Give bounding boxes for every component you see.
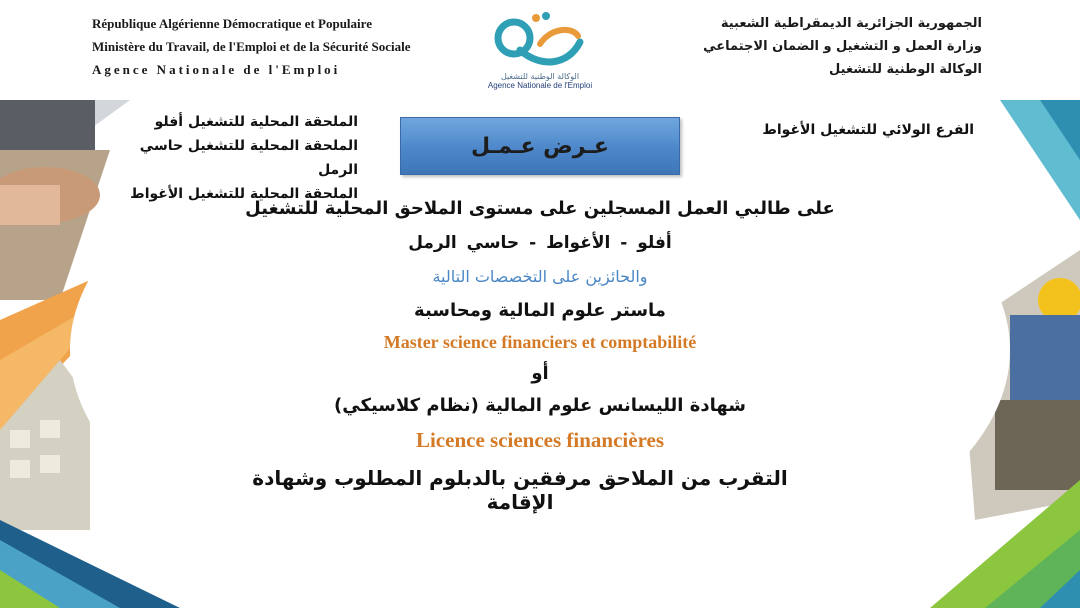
banner-title: عـرض عـمـل bbox=[471, 133, 609, 159]
logo-caption-fr: Agence Nationale de l'Emploi bbox=[487, 81, 593, 90]
local-office-aflou: الملحقة المحلية للتشغيل أفلو bbox=[154, 114, 358, 130]
local-offices-list bbox=[98, 110, 358, 206]
header-ar-line-2: وزارة العمل و التشغيل و الضمان الاجتماعي bbox=[703, 39, 982, 54]
provincial-branch: الفرع الولائي للتشغيل الأغواط bbox=[762, 122, 974, 138]
body-line-1: على طالبي العمل المسجلين على مستوى الملاحق المحلية للتشغيل bbox=[245, 198, 835, 219]
header-ar-line-3: الوكالة الوطنية للتشغيل bbox=[829, 62, 982, 77]
anem-logo bbox=[470, 8, 610, 100]
specialty-licence-ar: شهادة الليسانس علوم المالية (نظام كلاسيكي) bbox=[334, 395, 746, 416]
header-fr-line-2: Ministère du Travail, de l'Emploi et de la Sécurité Sociale bbox=[92, 39, 411, 54]
logo-caption-ar: الوكالة الوطنية للتشغيل bbox=[500, 72, 580, 81]
or-separator: أو bbox=[531, 363, 549, 384]
header-fr-line-1: République Algérienne Démocratique et Populaire bbox=[92, 16, 372, 31]
header-fr-line-3: Agence Nationale de l'Emploi bbox=[92, 62, 341, 77]
header-french bbox=[92, 12, 410, 81]
specialty-master-ar: ماستر علوم المالية ومحاسبة bbox=[414, 300, 666, 321]
body-line-2: أفلو - الأغواط - حاسي الرمل bbox=[408, 233, 672, 253]
header-ar-line-1: الجمهورية الجزائرية الديمقراطية الشعبية bbox=[720, 16, 982, 31]
handshake-photo bbox=[0, 100, 110, 300]
specialty-licence-fr: Licence sciences financières bbox=[415, 428, 665, 452]
application-instructions: التقرب من الملاحق مرفقين بالدبلوم المطلوب وشهادة الإقامة bbox=[252, 466, 788, 514]
anem-logo-icon bbox=[480, 8, 600, 72]
job-offer-banner bbox=[400, 117, 680, 175]
body-line-3: والحائزين على التخصصات التالية bbox=[432, 267, 648, 286]
local-office-laghouat: الملحقة المحلية للتشغيل الأغواط bbox=[130, 186, 358, 202]
local-office-hassi-rmel: الملحقة المحلية للتشغيل حاسي الرمل bbox=[139, 138, 358, 178]
header-arabic bbox=[703, 12, 982, 81]
specialty-master-fr: Master science financiers et comptabilité bbox=[383, 332, 697, 352]
